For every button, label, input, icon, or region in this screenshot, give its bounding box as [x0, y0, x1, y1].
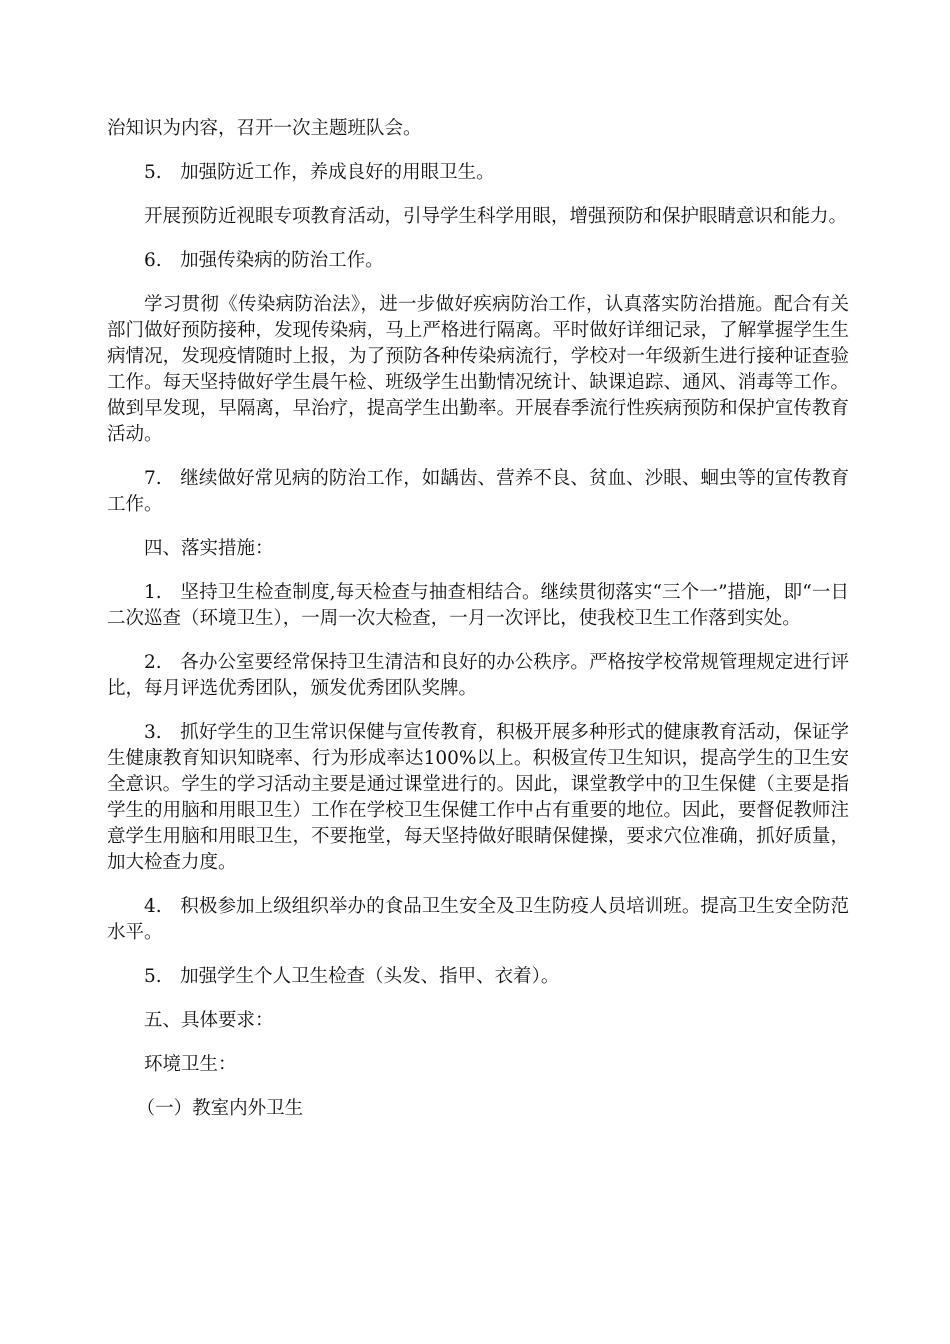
- measure-5-personal-hygiene: 5. 加强学生个人卫生检查（头发、指甲、衣着）。: [144, 966, 560, 987]
- section-4-heading: 四、落实措施：: [144, 538, 274, 559]
- document-body: [107, 116, 849, 1140]
- section-5-heading: 五、具体要求：: [144, 1010, 274, 1031]
- measure-4-training: 4. 积极参加上级组织举办的食品卫生安全及卫生防疫人员培训班。提高卫生安全防范水平。: [107, 896, 849, 943]
- item-7-common-disease: 7. 继续做好常见病的防治工作，如龋齿、营养不良、贫血、沙眼、蛔虫等的宣传教育工作。: [107, 468, 849, 515]
- subsection-classroom-hygiene: （一）教室内外卫生: [136, 1098, 304, 1119]
- measure-3-health-education: 3. 抓好学生的卫生常识保健与宣传教育，积极开展多种形式的健康教育活动，保证学生健康教育知识知晓率、行为形成率达100%以上。积极宣传卫生知识，提高学生的卫生安全意识。学生的学习活动主要是通过课堂进行的。因此，课堂教学中的卫生保健（主要是指学生的用脑和用眼卫生）工作在学校卫生保健工作中占有重要的地位。因此，要督促教师注意学生用脑和用眼卫生，不要拖堂，每天坚持做好眼睛保健操，要求穴位准确，抓好质量，加大检查力度。: [107, 722, 849, 873]
- measure-2-office: 2. 各办公室要经常保持卫生清洁和良好的办公秩序。严格按学校常规管理规定进行评比，每月评选优秀团队，颁发优秀团队奖牌。: [107, 652, 849, 699]
- item-5-eye-care-heading: 5. 加强防近工作，养成良好的用眼卫生。: [144, 162, 495, 183]
- environment-hygiene-heading: 环境卫生：: [144, 1054, 237, 1075]
- paragraph-continuation: 治知识为内容，召开一次主题班队会。: [107, 118, 422, 139]
- paragraph-infectious-disease-law: 学习贯彻《传染病防治法》，进一步做好疾病防治工作，认真落实防治措施。配合有关部门做好预防接种，发现传染病，马上严格进行隔离。平时做好详细记录，了解掌握学生生病情况，发现疫情随时上报，为了预防各种传染病流行，学校对一年级新生进行接种证查验工作。每天坚持做好学生晨午检、班级学生出勤情况统计、缺课追踪、通风、消毒等工作。做到早发现，早隔离，早治疗，提高学生出勤率。开展春季流行性疾病预防和保护宣传教育活动。: [107, 294, 849, 445]
- measure-1-inspection: 1. 坚持卫生检查制度,每天检查与抽查相结合。继续贯彻落实“三个一”措施，即“一日二次巡查（环境卫生），一周一次大检查，一月一次评比，使我校卫生工作落到实处。: [107, 582, 849, 629]
- paragraph-eye-care-activity: 开展预防近视眼专项教育活动，引导学生科学用眼，增强预防和保护眼睛意识和能力。: [144, 206, 848, 227]
- item-6-infectious-disease-heading: 6. 加强传染病的防治工作。: [144, 250, 384, 271]
